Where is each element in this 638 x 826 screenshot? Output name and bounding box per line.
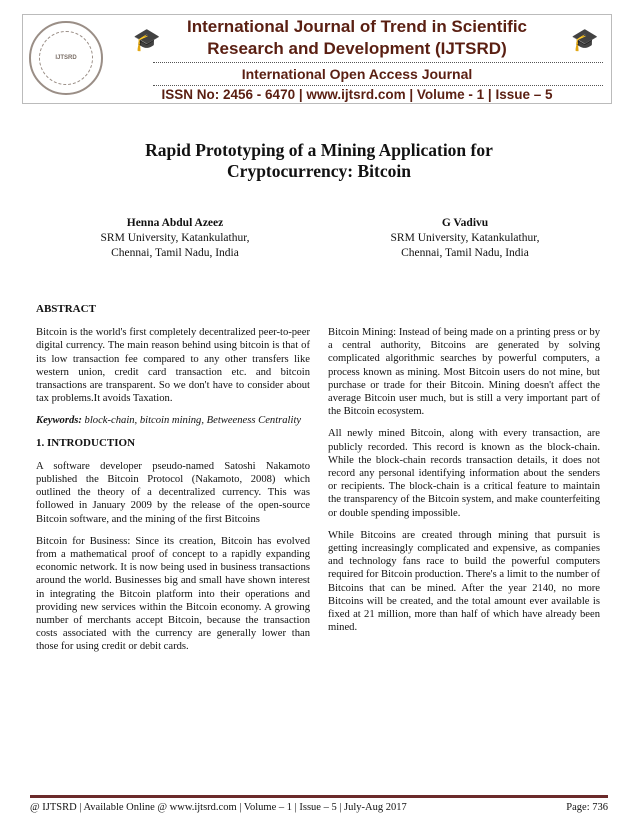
paper-title <box>0 140 638 182</box>
page-number: Page: 736 <box>566 802 608 813</box>
footer-citation: @ IJTSRD | Available Online @ www.ijtsrd.com | Volume – 1 | Issue – 5 | July-Aug 2017 <box>30 802 407 813</box>
paragraph: Bitcoin Mining: Instead of being made on a printing press or by a central authority, Bitcoins are generated by solving complicated algorithmic searches by powerful computers, a process known as mining. Most Bitcoin users do not mine, but purchase or trade for their Bitcoin. Mining doesn't affect the average Bitcoin user much, but is still a very important part of the Bitcoin ecosystem. <box>328 327 600 418</box>
author-name: Henna Abdul Azeez <box>126 217 224 229</box>
author-name: G Vadivu <box>441 217 489 229</box>
left-column <box>36 303 310 663</box>
author-location: Chennai, Tamil Nadu, India <box>401 247 529 259</box>
divider <box>153 85 603 86</box>
graduation-cap-icon: 🎓 <box>571 27 599 52</box>
journal-header <box>22 14 612 104</box>
journal-subtitle: International Open Access Journal <box>241 66 473 82</box>
divider <box>153 62 603 63</box>
author-block <box>40 216 310 261</box>
right-column <box>328 326 600 643</box>
title-line: Cryptocurrency: Bitcoin <box>227 161 411 181</box>
author-location: Chennai, Tamil Nadu, India <box>111 247 239 259</box>
keywords-text: block-chain, bitcoin mining, Betweeness Centrality <box>81 415 302 427</box>
abstract-text: Bitcoin is the world's first completely decentralized peer-to-peer digital currency. The main reason behind using bitcoin is that of its low transaction fee compared to any other transfers like western union, credit card transaction etc. and bitcoin transactions are transparent. So we don't have to consider about tax problems.It avoids Taxation. <box>36 327 310 405</box>
issn-line: ISSN No: 2456 - 6470 | www.ijtsrd.com | Volume - 1 | Issue – 5 <box>161 87 553 102</box>
journal-name-line2: Research and Development (IJTSRD) <box>207 39 507 58</box>
journal-seal-logo <box>29 21 103 95</box>
paragraph: Bitcoin for Business: Since its creation, Bitcoin has evolved from a mathematical proof of concept to a rapidly expanding economic network. It is now being used in business transactions around the world. Businesses big and small have shown interest in integrating the Bitcoin platform into their operations and providing new services within the Bitcoin economy. A growing number of merchants accept Bitcoin, because the transaction costs associated with the currency are generally lower than those for using credit or debit cards. <box>36 535 310 653</box>
title-line: Rapid Prototyping of a Mining Application for <box>145 140 493 160</box>
author-affiliation: SRM University, Katankulathur, <box>390 232 540 244</box>
paragraph: While Bitcoins are created through mining that pursuit is getting increasingly complicated and expensive, as companies and technology fans race to build the powerful computers required for Bitcoin production. There's a limit to the number of Bitcoins that can be mined. After the year 2140, no more Bitcoins will be created, and the total amount ever available is fixed at 21 million, more than half of which have already been mined. <box>328 529 600 634</box>
paragraph: A software developer pseudo-named Satoshi Nakamoto published the Bitcoin Protocol (Nakamoto, 2008) which outlined the theory of a decentralized currency. This was followed in January 2009 by the release of the open-source Bitcoin software, and the mining of the first Bitcoins <box>36 460 310 525</box>
abstract-heading: ABSTRACT <box>36 303 96 315</box>
paragraph: All newly mined Bitcoin, along with every transaction, are publicly recorded. This record is known as the block-chain. While the block-chain records transaction details, it does not record any personal identifying information about the senders or recipients. The block-chain is a critical feature to maintain the transparency of the Bitcoin system, and make counterfeiting or double spending impossible. <box>328 428 600 519</box>
footer-rule <box>30 795 608 798</box>
author-affiliation: SRM University, Katankulathur, <box>100 232 250 244</box>
keywords <box>36 414 310 427</box>
seal-text: IJTSRD <box>39 31 93 85</box>
graduation-cap-icon: 🎓 <box>133 27 161 52</box>
journal-name-line1: International Journal of Trend in Scientific <box>186 17 528 36</box>
keywords-label: Keywords: <box>36 415 82 427</box>
author-block <box>330 216 600 261</box>
introduction-heading: 1. INTRODUCTION <box>36 436 136 449</box>
page-footer <box>30 802 608 813</box>
